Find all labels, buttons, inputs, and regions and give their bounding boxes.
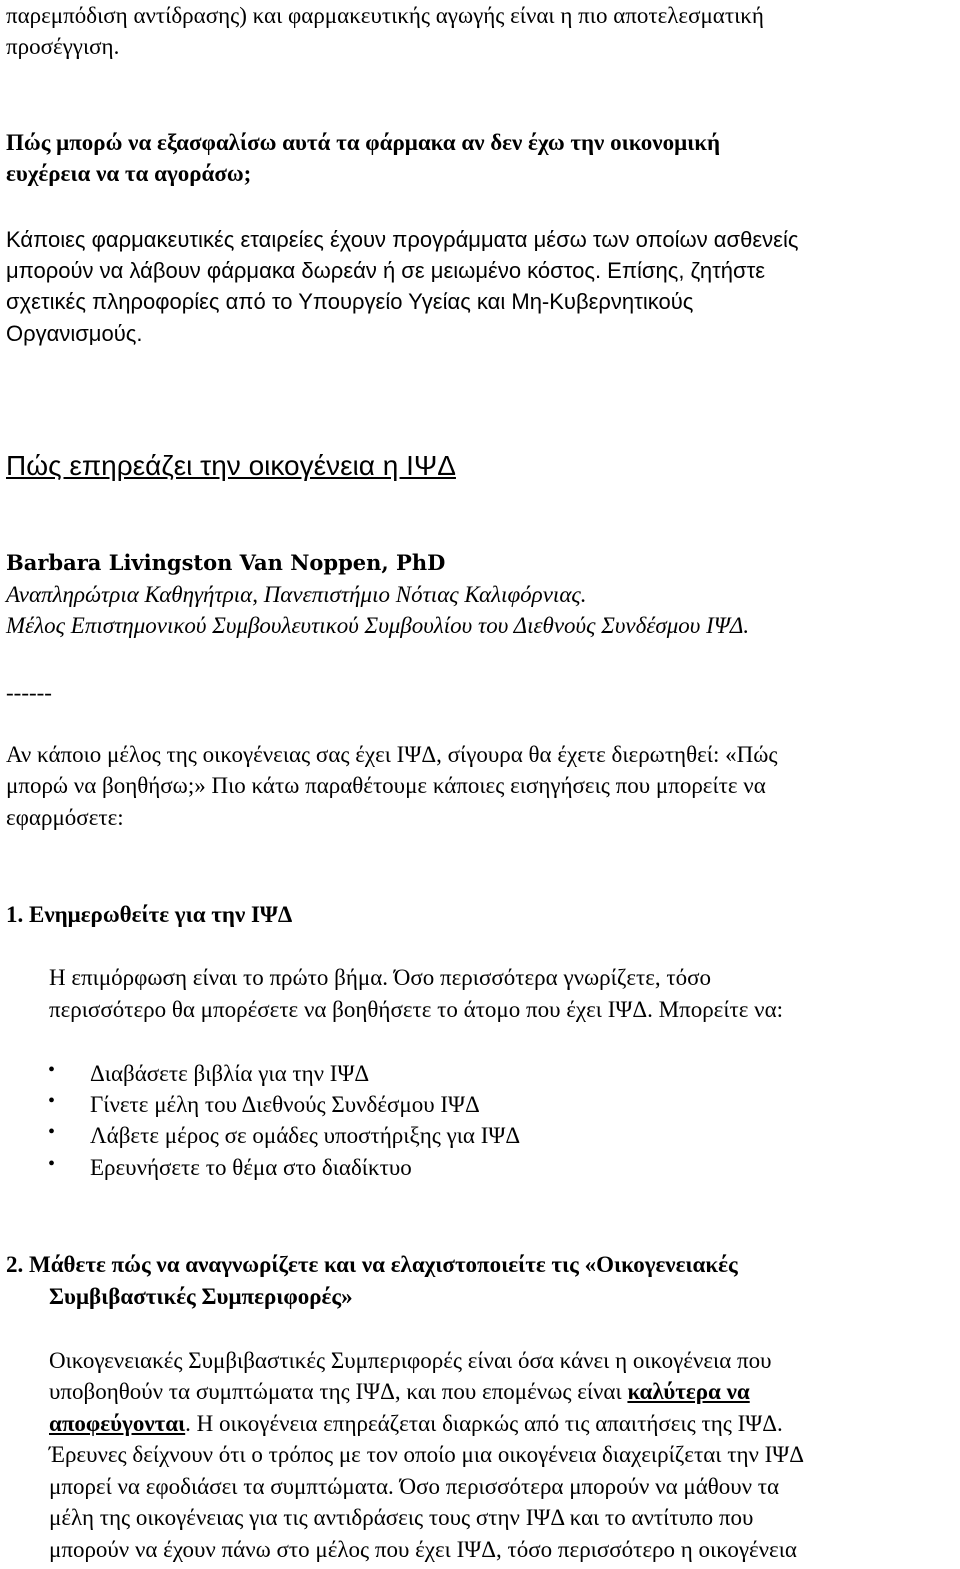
section-heading: 1. Ενημερωθείτε για την ΙΨΔ <box>6 902 293 927</box>
faq-question: ευχέρεια να τα αγοράσω; <box>6 161 252 186</box>
section-paragraph: μπορεί να εφοδιάσει τα συμπτώματα. Όσο περισσότερα μπορούν να μάθουν τα <box>49 1474 780 1499</box>
separator: ------ <box>6 680 52 705</box>
paragraph-text: . Η οικογένεια επηρεάζεται διαρκώς από τις απαιτήσεις της ΙΨΔ. <box>185 1411 783 1436</box>
emphasis-text: αποφεύγονται <box>49 1411 186 1436</box>
section-heading: Συμβιβαστικές Συμπεριφορές» <box>49 1284 353 1309</box>
section-paragraph: μπορούν να έχουν πάνω στο μέλος που έχει ΙΨΔ, τόσο περισσότερο η οικογένεια <box>49 1537 797 1562</box>
section-paragraph <box>49 1408 783 1439</box>
section-paragraph: Η επιμόρφωση είναι το πρώτο βήμα. Όσο περισσότερα γνωρίζετε, τόσο <box>49 965 712 990</box>
faq-answer: Οργανισμούς. <box>6 321 143 346</box>
faq-answer: Κάποιες φαρμακευτικές εταιρείες έχουν προγράμματα μέσω των οποίων ασθενείς <box>6 227 799 252</box>
list-item-text: Ερευνήσετε το θέμα στο διαδίκτυο <box>90 1155 412 1180</box>
author-role: Αναπληρώτρια Καθηγήτρια, Πανεπιστήμιο Νότιας Καλιφόρνιας. <box>6 582 587 607</box>
intro-line: προσέγγιση. <box>6 34 120 59</box>
article-title-link[interactable]: Πώς επηρεάζει την οικογένεια η ΙΨΔ <box>6 450 456 481</box>
author-role: Μέλος Επιστημονικού Συμβουλευτικού Συμβουλίου του Διεθνούς Συνδέσμου ΙΨΔ. <box>6 613 750 638</box>
section-paragraph: μέλη της οικογένειας για τις αντιδράσεις τους στην ΙΨΔ και το αντίτυπο που <box>49 1505 754 1530</box>
list-item-text: Λάβετε μέρος σε ομάδες υποστήριξης για ΙΨΔ <box>90 1123 521 1148</box>
faq-question: Πώς μπορώ να εξασφαλίσω αυτά τα φάρμακα αν δεν έχω την οικονομική <box>6 130 721 155</box>
article-intro: εφαρμόσετε: <box>6 805 124 830</box>
author-name: Barbara Livingston Van Noppen, PhD <box>6 550 446 575</box>
section-paragraph: περισσότερο θα μπορέσετε να βοηθήσετε το άτομο που έχει ΙΨΔ. Μπορείτε να: <box>49 997 784 1022</box>
article-intro: Αν κάποιο μέλος της οικογένειας σας έχει ΙΨΔ, σίγουρα θα έχετε διερωτηθεί: «Πώς <box>6 742 778 767</box>
list-item-text: Γίνετε μέλη του Διεθνούς Συνδέσμου ΙΨΔ <box>90 1092 480 1117</box>
article-intro: μπορώ να βοηθήσω;» Πιο κάτω παραθέτουμε κάποιες εισηγήσεις που μπορείτε να <box>6 773 766 798</box>
section-paragraph: Έρευνες δείχνουν ότι ο τρόπος με τον οποίο μια οικογένεια διαχειρίζεται την ΙΨΔ <box>49 1442 805 1467</box>
bullet-icon: • <box>48 1059 56 1081</box>
list-item-text: Διαβάσετε βιβλία για την ΙΨΔ <box>90 1061 370 1086</box>
section-paragraph: Οικογενειακές Συμβιβαστικές Συμπεριφορές είναι όσα κάνει η οικογένεια που <box>49 1348 772 1373</box>
section-paragraph <box>49 1376 750 1407</box>
faq-answer: σχετικές πληροφορίες από το Υπουργείο Υγείας και Μη-Κυβερνητικούς <box>6 289 694 314</box>
bullet-icon: • <box>48 1090 56 1112</box>
section-heading: 2. Μάθετε πώς να αναγνωρίζετε και να ελαχιστοποιείτε τις «Οικογενειακές <box>6 1252 738 1277</box>
emphasis-text: καλύτερα να <box>627 1379 750 1404</box>
bullet-icon: • <box>48 1153 56 1175</box>
faq-answer: μπορούν να λάβουν φάρμακα δωρεάν ή σε μειωμένο κόστος. Επίσης, ζητήστε <box>6 258 766 283</box>
paragraph-text: υποβοηθούν τα συμπτώματα της ΙΨΔ, και που επομένως είναι <box>49 1379 628 1404</box>
bullet-icon: • <box>48 1121 56 1143</box>
intro-line: παρεμπόδιση αντίδρασης) και φαρμακευτικής αγωγής είναι η πιο αποτελεσματική <box>6 3 764 28</box>
